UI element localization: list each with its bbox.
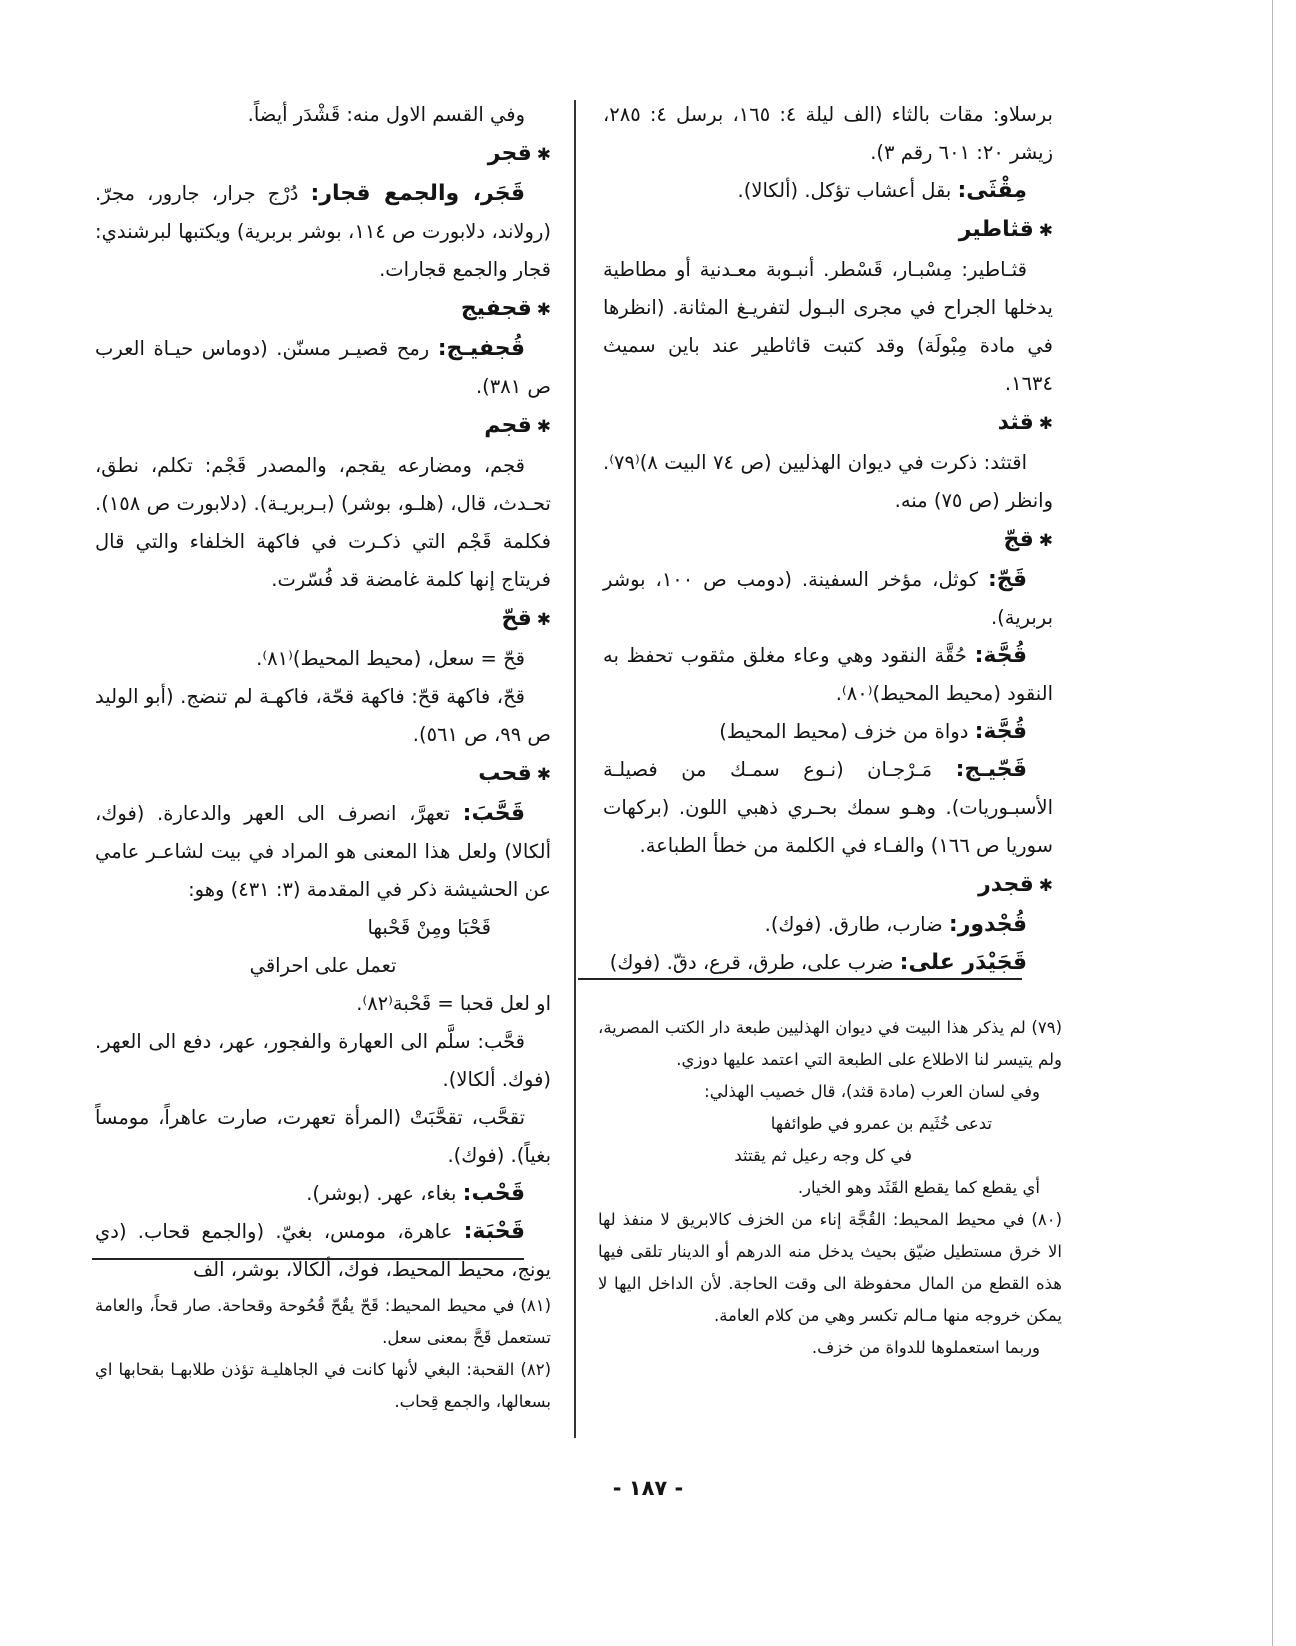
paragraph-text: قحّ = سعل، (محيط المحيط)⁽٨١⁾.: [256, 647, 525, 670]
entry-heading: [95, 289, 551, 330]
headword: قَجَيْدَر على:: [899, 950, 1027, 975]
asterisk-icon: ✱: [1038, 221, 1053, 241]
headword: قَحْب:: [462, 1181, 525, 1206]
entry-paragraph: [603, 444, 1053, 520]
verse-line: في كل وجه رعيل ثم يقتثد: [734, 1146, 912, 1165]
entry-heading: [95, 599, 551, 640]
heading-text: قجم: [484, 413, 532, 438]
entry-heading: [95, 754, 551, 795]
heading-text: قجر: [487, 141, 532, 166]
entry-paragraph: [603, 751, 1053, 865]
paragraph-text: او لعل قحبا = قَحْبة⁽٨٢⁾.: [356, 992, 551, 1015]
asterisk-icon: ✱: [536, 145, 551, 165]
heading-text: قجّ: [1003, 527, 1034, 552]
left-column: [95, 96, 551, 1289]
footnotes-right: [598, 1012, 1062, 1364]
entry-paragraph: [603, 713, 1053, 751]
headword: قُجَّة:: [974, 719, 1027, 744]
heading-text: قثاطير: [958, 217, 1034, 242]
entry-heading: [95, 134, 551, 175]
paragraph-text: تعهرَّ، انصرف الى العهر والدعارة. (فوك، ألكالا) ولعل هذا المعنى هو المراد في بيت لشاعـر عامي عن الحشيشة ذكر في المقدمة (٣: ٤٣١) وهو:: [95, 802, 551, 901]
headword: مِقْثَى:: [957, 178, 1027, 203]
paragraph-text: قحَّب: سلَّم الى العهارة والفجور، عهر، دفع الى العهر. (فوك. ألكالا).: [95, 1030, 551, 1091]
paragraph-text: ضارب، طارق. (فوك).: [764, 913, 949, 936]
entry-paragraph: [95, 175, 551, 289]
asterisk-icon: ✱: [1038, 876, 1053, 896]
entry-paragraph: [603, 96, 1053, 172]
page-number: - ١٨٧ -: [612, 1476, 684, 1500]
entry-heading: [603, 403, 1053, 444]
heading-text: قجدر: [978, 872, 1034, 897]
entry-heading: [603, 865, 1053, 906]
paragraph-text: مَـرْجـان (نـوع سمـك من فصيلـة الأسبـوريات). وهـو سمك بحـري ذهبي اللون. (بركهات سوريا ص ١٦٦) والفـاء في الكلمة من خطأ الطباعة.: [603, 758, 1053, 857]
verse-line: تعمل على احراقي: [249, 954, 397, 977]
entry-paragraph: [95, 96, 551, 134]
paragraph-text: برسلاو: مقات بالثاء (الف ليلة ٤: ١٦٥، برسل ٤: ٢٨٥، زيشر ٢٠: ٦٠١ رقم ٣).: [603, 103, 1053, 164]
paragraph-text: وفي لسان العرب (مادة قثد)، قال خصيب الهذلي:: [704, 1082, 1040, 1101]
entry-paragraph: [95, 1023, 551, 1099]
headword: قَجّ:: [987, 567, 1027, 592]
asterisk-icon: ✱: [536, 417, 551, 437]
paragraph-text: (٧٩) لم يذكر هذا البيت في ديوان الهذليين طبعة دار الكتب المصرية، ولم يتيسر لنا الاطلاع على الطبعة التي اعتمد عليها دوزي.: [598, 1018, 1062, 1069]
paragraph-text: (٨٠) في محيط المحيط: القُجَّة إناء من الخزف كالابريق لا منفذ لها الا خرق مستطيل ضيّق بحيث يدخل منه الدرهم أو الدينار تلقى فيها هذه القطع من المال محفوظة الى وقت الحاجة. لأن الداخل اليها لا يمكن خروجه منها مـالم تكسر وهي من كلام العامة.: [598, 1210, 1062, 1325]
paragraph-text: وفي القسم الاول منه: قَشْدَر أيضاً.: [247, 103, 525, 126]
entry-heading: [603, 520, 1053, 561]
column-divider: [574, 100, 576, 1438]
paragraph-text: (٨٢) القحبة: البغي لأنها كانت في الجاهليـة تؤذن طلابهـا بقحابها اي بسعالها، والجمع قِحاب.: [95, 1360, 551, 1411]
entry-paragraph: [95, 678, 551, 754]
footnote: [95, 1290, 551, 1354]
paragraph-text: أي يقطع كما يقطع القَثَد وهو الخيار.: [797, 1178, 1040, 1197]
footnote: [95, 1354, 551, 1418]
footnote: [598, 1076, 1062, 1108]
heading-text: قثد: [997, 410, 1034, 435]
entry-paragraph: [95, 1099, 551, 1175]
entry-paragraph: [603, 906, 1053, 944]
paragraph-text: وربما استعملوها للدواة من خزف.: [811, 1338, 1040, 1357]
footnote-rule-right: [578, 978, 1022, 980]
footnote: [598, 1204, 1062, 1332]
right-column: [603, 96, 1053, 982]
headword: قُجَّة:: [974, 643, 1027, 668]
footnote-rule-left: [92, 1258, 524, 1260]
entry-paragraph: [603, 172, 1053, 210]
heading-text: قحّ: [501, 606, 532, 631]
verse-line: قَحْبَا ومِنْ قَحْبها: [367, 916, 491, 939]
entry-paragraph: [603, 251, 1053, 403]
heading-text: قجفيج: [460, 296, 532, 321]
entry-paragraph: [95, 447, 551, 599]
footnotes-left: [95, 1290, 551, 1418]
asterisk-icon: ✱: [1038, 414, 1053, 434]
paragraph-text: ضرب على، طرق، قرع، دقّ. (فوك): [609, 951, 900, 974]
entry-paragraph: [603, 561, 1053, 637]
entry-paragraph: [603, 637, 1053, 713]
entry-paragraph: [95, 795, 551, 909]
asterisk-icon: ✱: [536, 300, 551, 320]
asterisk-icon: ✱: [536, 610, 551, 630]
headword: قَحْبَة:: [463, 1219, 525, 1244]
paragraph-text: تقحَّب، تقحَّبَتْ (المرأة تعهرت، صارت عاهراً، مومساً بغياً). (فوك).: [95, 1106, 551, 1167]
paragraph-text: قحّ، فاكهة قحّ: فاكهة قحّة، فاكهـة لم تنضج. (أبو الوليد ص ٩٩، ص ٥٦١).: [95, 685, 551, 746]
asterisk-icon: ✱: [536, 765, 551, 785]
footnote: [598, 1172, 1062, 1204]
paragraph-text: عاهرة، مومس، بغيّ. (والجمع قحاب. (دي يونج، محيط المحيط، فوك، ألكالا، بوشر، الف: [95, 1220, 551, 1281]
headword: قَجّيـج:: [955, 757, 1027, 782]
paragraph-text: دُرْج جرار، جارور، مجرّ. (رولاند، دلابورت ص ١١٤، بوشر بربرية) ويكتبها لبرشندي: قجار والجمع قجارات.: [95, 182, 551, 281]
paragraph-text: اقتثد: ذكرت في ديوان الهذليين (ص ٧٤ البيت ٨)⁽٧٩⁾. وانظر (ص ٧٥) منه.: [603, 451, 1053, 512]
entry-paragraph: [95, 1175, 551, 1213]
scan-edge-line: [1272, 0, 1273, 1646]
paragraph-text: بغاء، عهر. (بوشر).: [306, 1182, 463, 1205]
heading-text: قحب: [478, 761, 532, 786]
entry-paragraph: [603, 944, 1053, 982]
entry-paragraph: [95, 985, 551, 1023]
entry-heading: [603, 210, 1053, 251]
paragraph-text: قثـاطير: مِسْبـار، قَسْطر. أنبـوبة معـدنية أو مطاطية يدخلها الجراح في مجرى البـول لتفريـغ المثانة. (انظرها في مادة مِبْولَة) وقد كتبت قاثاطير عند باين سميث ١٦٣٤.: [603, 258, 1053, 395]
entry-paragraph: [95, 1213, 551, 1289]
headword: قُجْدور:: [948, 912, 1027, 937]
footnote: [598, 1332, 1062, 1364]
footnote: [598, 1012, 1062, 1076]
headword: قَجَر، والجمع قجار:: [310, 181, 526, 206]
paragraph-text: حُقَّة النقود وهي وعاء مغلق مثقوب تحفظ به النقود (محيط المحيط)⁽٨٠⁾.: [603, 644, 1053, 705]
verse-line: تدعى خُثَيم بن عمرو في طوائفها: [770, 1114, 992, 1133]
headword: قُجفيـج:: [437, 336, 525, 361]
entry-paragraph: [95, 330, 551, 406]
asterisk-icon: ✱: [1038, 531, 1053, 551]
headword: قَحَّبَ:: [462, 801, 525, 826]
entry-paragraph: [95, 640, 551, 678]
paragraph-text: كوثل، مؤخر السفينة. (دومب ص ١٠٠، بوشر بربرية).: [603, 568, 1053, 629]
paragraph-text: (٨١) في محيط المحيط: قَحّ يقُحّ قُحُوحة وقحاحة. صار قحاً، والعامة تستعمل قَحَّ بمعنى سعل.: [95, 1296, 551, 1347]
paragraph-text: بقل أعشاب تؤكل. (ألكالا).: [737, 179, 958, 202]
paragraph-text: دواة من خزف (محيط المحيط): [719, 720, 975, 743]
paragraph-text: رمح قصيـر مسنّن. (دوماس حيـاة العرب ص ٣٨١).: [95, 337, 551, 398]
paragraph-text: قجم، ومضارعه يقجم، والمصدر قَجْم: تكلم، نطق، تحـدث، قال، (هلـو، بوشر) (بـربريـة). (دلابورت ص ١٥٨). فكلمة قَجْم التي ذكـرت في فاكهة الخلفاء والتي قال فريتاج إنها كلمة غامضة قد فُسّرت.: [95, 454, 551, 591]
entry-heading: [95, 406, 551, 447]
